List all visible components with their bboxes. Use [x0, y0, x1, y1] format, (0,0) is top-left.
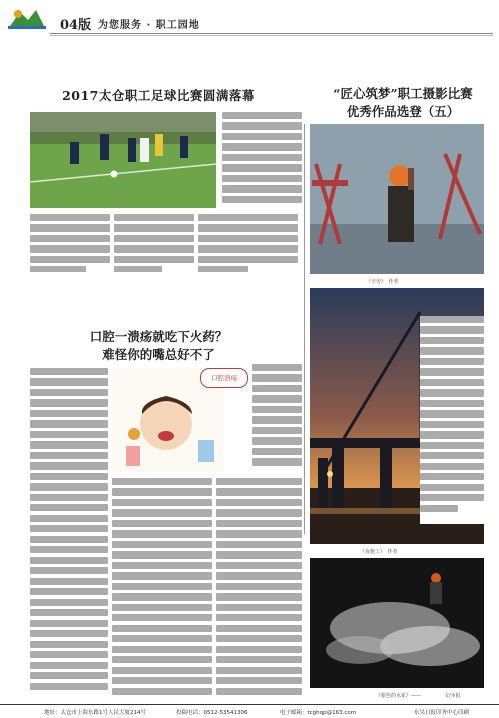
photo-credit: 文/本报 [444, 693, 461, 699]
football-headline: 2017太仓职工足球比赛圆满落幕 [62, 88, 255, 103]
photo-contest-text-col [420, 316, 484, 524]
footer-address: 地址：太仓市上海东路1号人民大厦214号 [44, 710, 146, 716]
page-number: 04版 [60, 18, 92, 33]
column-divider [304, 124, 305, 534]
footer-email: 电子邮箱：tcghqp@163.com [280, 710, 357, 716]
football-text-col-right [222, 112, 302, 210]
photo-contest-headline: “匠心筑梦”职工摄影比赛 [333, 86, 473, 101]
ulcer-text-col1 [30, 368, 108, 698]
footer-phone: 投稿电话：0512-53541306 [176, 710, 248, 716]
photo-caption-3: 《银色的水花》—— [376, 693, 422, 699]
football-text-col1 [30, 214, 110, 272]
ulcer-subheadline: 难怪你的嘴总好不了 [102, 347, 215, 362]
ulcer-text-col2 [112, 478, 212, 698]
section-title: 为您服务 · 职工园地 [98, 20, 200, 31]
football-photo [30, 112, 216, 208]
header-divider [50, 33, 493, 34]
ulcer-text-col3 [216, 478, 302, 698]
photo-contest-subheadline: 优秀作品选登（五） [346, 104, 460, 119]
photo-caption-2: 《夜施工》 作者 [360, 549, 398, 555]
photo-water-splash [310, 558, 484, 688]
photo-worker-crane [310, 124, 484, 274]
football-text-col2 [114, 214, 194, 272]
footer-divider [0, 704, 499, 705]
ulcer-headline: 口腔一溃疡就吃下火药？ [89, 329, 228, 344]
photo-caption-1: 《辛劳》 作者 [366, 279, 399, 285]
footer-printer: 东吴日报印务中心印刷 [414, 710, 470, 716]
ulcer-text-col3-top [252, 364, 302, 472]
header-divider-thin [50, 35, 493, 36]
ulcer-illustration-label: 口腔溃疡 [200, 368, 248, 388]
union-logo-icon [6, 6, 48, 32]
football-text-col3 [198, 214, 298, 272]
